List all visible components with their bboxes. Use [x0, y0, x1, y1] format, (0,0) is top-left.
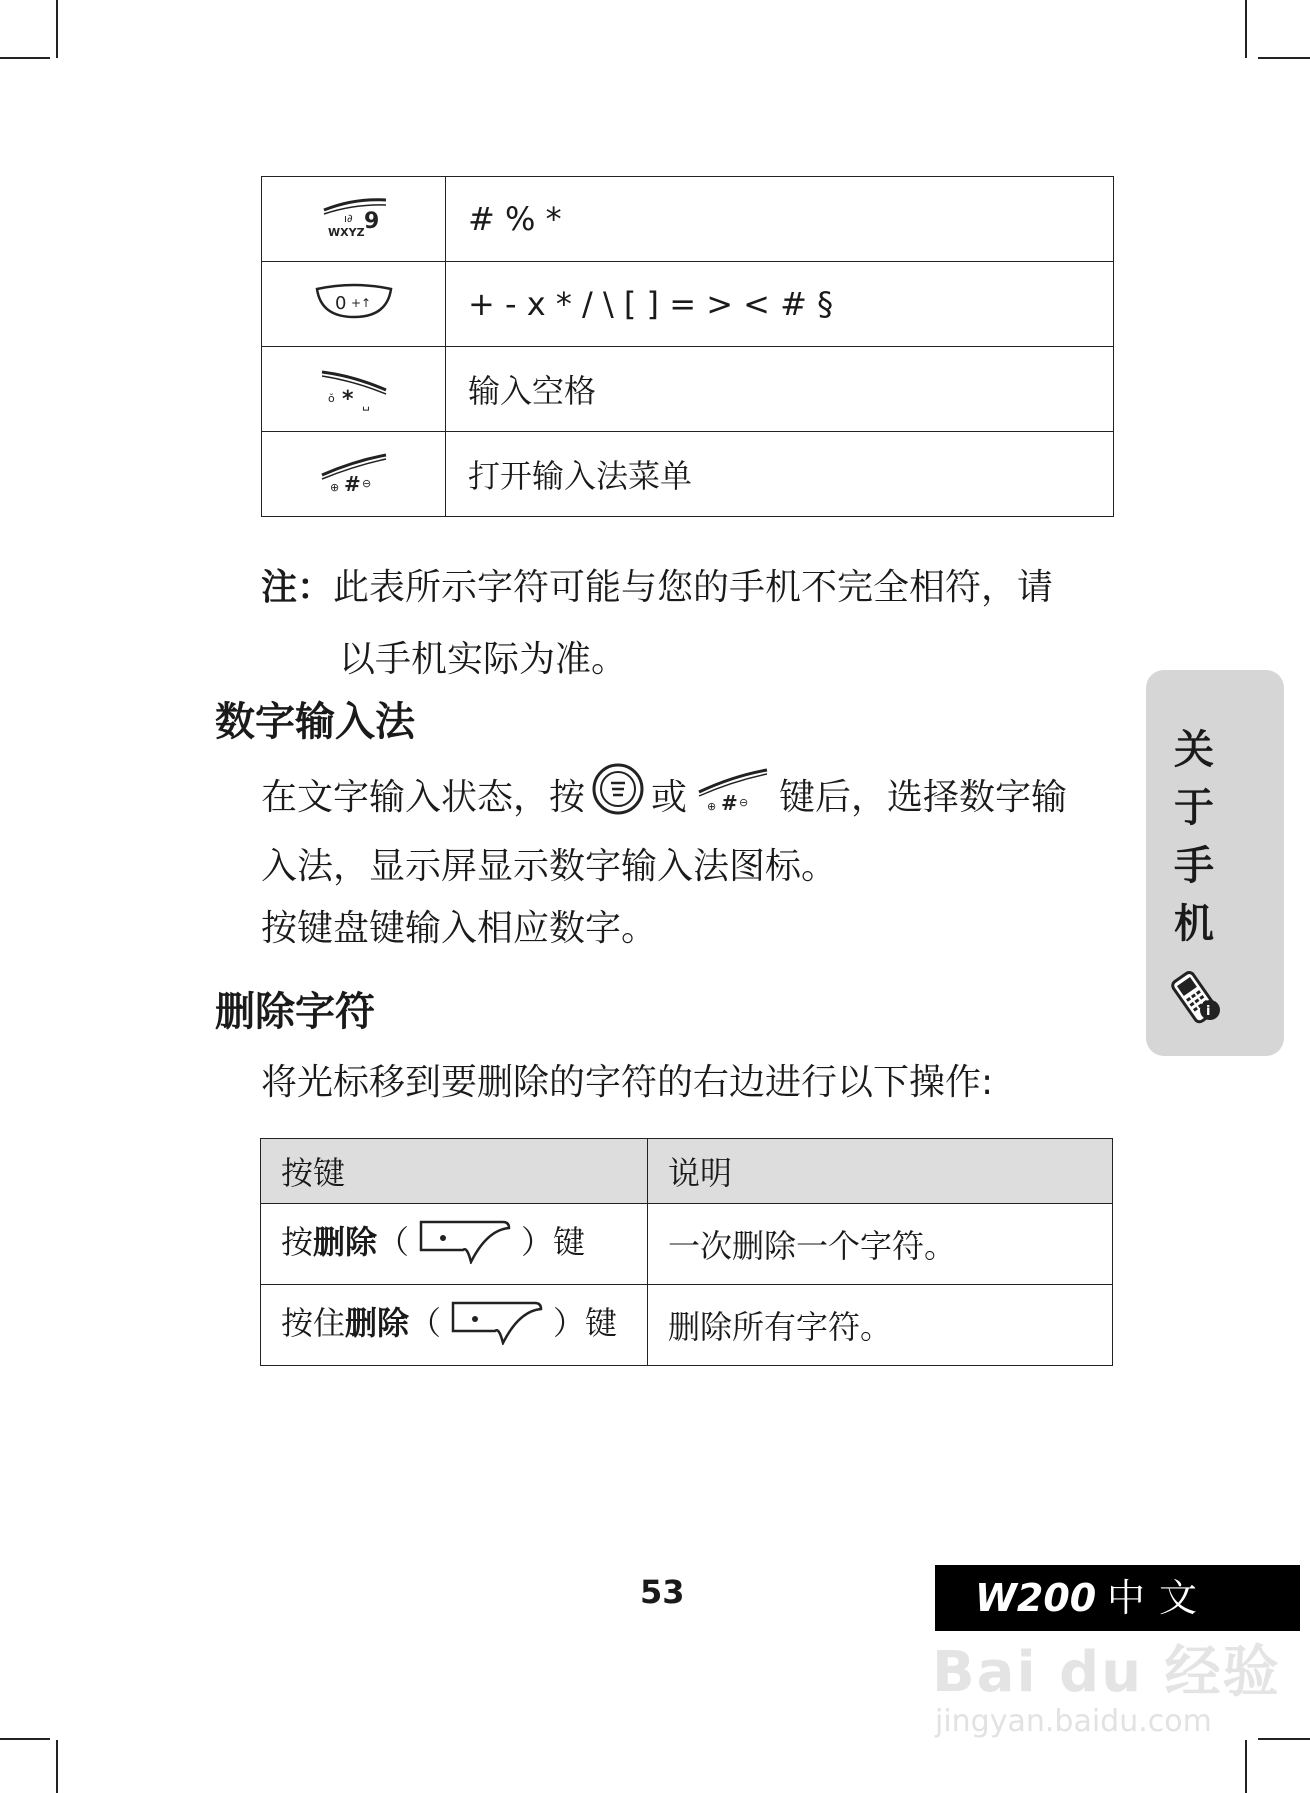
key-action-cell	[261, 1204, 648, 1285]
numeric-paragraph-2: 按键盘键输入相应数字。	[261, 908, 658, 949]
page-number: 53	[640, 1573, 685, 1611]
crop-mark	[1258, 57, 1310, 59]
menu-key-icon	[591, 762, 645, 836]
side-tab-char: 于	[1174, 784, 1214, 831]
close-paren: ）键	[553, 1304, 618, 1342]
char-list: + - x * / \ [ ] = > < # §	[446, 262, 1114, 347]
svg-text:ŏ: ŏ	[327, 392, 335, 405]
key-cell	[262, 432, 446, 517]
delete-key-label: 删除	[313, 1223, 378, 1261]
menu-description: 打开输入法菜单	[446, 432, 1114, 517]
svg-text:⊕: ⊕	[329, 481, 339, 494]
crop-mark	[0, 1738, 50, 1740]
svg-text:ı∂: ı∂	[343, 212, 353, 225]
numeric-paragraph	[261, 762, 1131, 898]
crop-mark	[0, 57, 50, 59]
svg-text:␣: ␣	[361, 397, 370, 411]
section-title-numeric: 数字输入法	[215, 698, 415, 745]
side-tab-char: 机	[1174, 900, 1214, 947]
char-table	[261, 176, 1114, 517]
numeric-text-3: 键后，选择数字输	[779, 777, 1068, 818]
svg-text:⊖: ⊖	[739, 796, 749, 809]
table-row	[262, 432, 1114, 517]
note-line-1: 此表所示字符可能与您的手机不完全相符，请	[333, 567, 1054, 608]
column-header-key: 按键	[261, 1139, 648, 1204]
svg-text:*: *	[341, 387, 354, 412]
action-prefix: 按住	[281, 1304, 346, 1342]
svg-text:WXYZ: WXYZ	[327, 226, 365, 239]
note-line-2: 以手机实际为准。	[339, 639, 628, 680]
watermark-brand: Bai du 经验	[932, 1640, 1281, 1705]
model-bar	[935, 1565, 1300, 1631]
section-title-delete: 删除字符	[215, 988, 375, 1035]
watermark-url: jingyan.baidu.com	[935, 1704, 1212, 1739]
table-row	[262, 177, 1114, 262]
delete-intro: 将光标移到要删除的字符的右边进行以下操作:	[261, 1062, 994, 1103]
model-name: W200	[975, 1576, 1097, 1620]
table-row	[262, 347, 1114, 432]
side-tab-char: 手	[1174, 842, 1214, 889]
action-prefix: 按	[281, 1223, 314, 1261]
open-paren: （	[377, 1223, 410, 1261]
svg-text:#: #	[343, 472, 361, 496]
svg-text:i: i	[1206, 1004, 1211, 1019]
key-0-plus-icon	[309, 293, 399, 331]
key-cell	[262, 262, 446, 347]
delete-key-label: 删除	[345, 1304, 410, 1342]
language-label: 中文	[1107, 1576, 1212, 1620]
side-tab-char: 关	[1174, 726, 1214, 773]
svg-text:#: #	[721, 791, 738, 814]
crop-mark	[1245, 0, 1247, 58]
note	[261, 552, 1121, 696]
phone-icon	[1166, 968, 1226, 1028]
key-9-wxyz-icon	[314, 209, 394, 246]
table-row	[261, 1204, 1113, 1285]
close-paren: ）键	[521, 1223, 586, 1261]
action-description: 删除所有字符。	[648, 1285, 1113, 1366]
numeric-text-2: 或	[651, 777, 688, 818]
delete-softkey-icon	[449, 1297, 545, 1353]
chapter-side-tab	[1146, 670, 1284, 1056]
key-star-space-icon	[314, 387, 394, 416]
space-description: 输入空格	[446, 347, 1114, 432]
svg-text:0: 0	[334, 293, 346, 314]
table-row	[261, 1285, 1113, 1366]
key-cell	[262, 347, 446, 432]
column-header-description: 说明	[648, 1139, 1113, 1204]
crop-mark	[56, 1740, 58, 1793]
crop-mark	[1245, 1740, 1247, 1793]
svg-text:+↑: +↑	[350, 296, 371, 310]
action-description: 一次删除一个字符。	[648, 1204, 1113, 1285]
svg-text:⊖: ⊖	[361, 477, 371, 490]
crop-mark	[1258, 1738, 1310, 1740]
hash-key-icon	[693, 764, 773, 834]
key-cell	[262, 177, 446, 262]
char-list: # % *	[446, 177, 1114, 262]
table-header-row	[261, 1139, 1113, 1204]
delete-table	[260, 1138, 1113, 1366]
table-row	[262, 262, 1114, 347]
key-hash-lock-icon	[314, 472, 394, 501]
crop-mark	[56, 0, 58, 58]
delete-softkey-icon	[417, 1216, 513, 1272]
svg-text:⊕: ⊕	[707, 800, 717, 813]
key-action-cell	[261, 1285, 648, 1366]
numeric-text-1: 在文字输入状态，按	[261, 777, 586, 818]
note-label: 注：	[261, 567, 334, 608]
numeric-text-line-2: 入法，显示屏显示数字输入法图标。	[261, 846, 838, 887]
svg-text:9: 9	[363, 209, 379, 234]
open-paren: （	[409, 1304, 442, 1342]
